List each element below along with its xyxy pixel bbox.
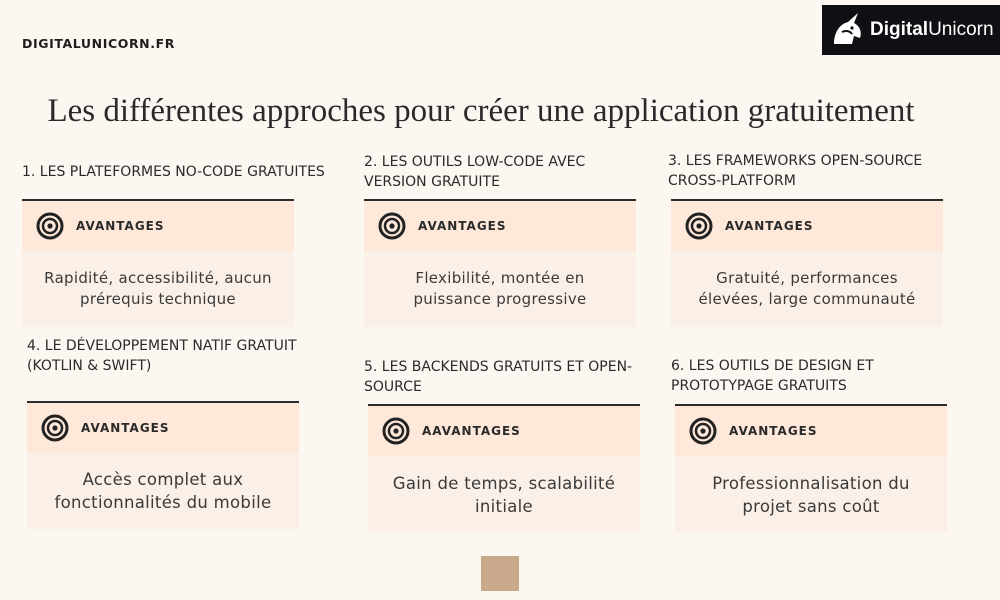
advantages-label: AVANTAGES xyxy=(76,219,165,233)
card-body xyxy=(671,251,943,327)
section-card-5 xyxy=(368,404,640,533)
section-heading-4: 4. LE DÉVELOPPEMENT NATIF GRATUIT (KOTLIN & SWIFT) xyxy=(27,338,297,374)
advantages-label: AVANTAGES xyxy=(729,424,818,438)
advantages-label: AVANTAGES xyxy=(418,219,507,233)
card-body xyxy=(368,456,640,533)
advantages-text: Rapidité, accessibilité, aucun prérequis technique xyxy=(44,269,272,308)
brand-logo-text: DigitalUnicorn xyxy=(870,19,994,40)
card-header xyxy=(368,406,640,456)
card-header xyxy=(364,201,636,251)
advantages-label: AVANTAGES xyxy=(81,421,170,435)
advantages-label: AVANTAGES xyxy=(725,219,814,233)
target-icon xyxy=(378,212,406,240)
card-header xyxy=(671,201,943,251)
section-card-3 xyxy=(671,199,943,327)
card-header xyxy=(675,406,947,456)
unicorn-icon xyxy=(828,10,868,50)
section-card-1 xyxy=(22,199,294,327)
target-icon xyxy=(36,212,64,240)
section-heading-5: 5. LES BACKENDS GRATUITS ET OPEN-SOURCE xyxy=(364,359,633,395)
target-icon xyxy=(382,417,410,445)
advantages-label: AAVANTAGES xyxy=(422,424,521,438)
section-heading-1: 1. LES PLATEFORMES NO-CODE GRATUITES xyxy=(22,164,325,180)
card-body xyxy=(22,251,294,327)
card-header xyxy=(27,403,299,453)
advantages-text: Gratuité, performances élevées, large communauté xyxy=(698,269,916,308)
site-label: DIGITALUNICORN.FR xyxy=(22,36,175,51)
card-body xyxy=(364,251,636,327)
card-header xyxy=(22,201,294,251)
advantages-text: Accès complet aux fonctionnalités du mobile xyxy=(54,470,272,512)
target-icon xyxy=(685,212,713,240)
card-body xyxy=(675,456,947,533)
section-card-4 xyxy=(27,401,299,529)
advantages-text: Flexibilité, montée en puissance progressive xyxy=(413,269,587,308)
brand-logo[interactable] xyxy=(822,5,1000,55)
section-card-6 xyxy=(675,404,947,533)
advantages-text: Gain de temps, scalabilité initiale xyxy=(392,473,616,516)
advantages-text: Professionnalisation du projet sans coût xyxy=(712,473,910,516)
section-heading-3: 3. LES FRAMEWORKS OPEN-SOURCE CROSS-PLATFORM xyxy=(668,153,923,189)
card-body xyxy=(27,453,299,529)
target-icon xyxy=(689,417,717,445)
target-icon xyxy=(41,414,69,442)
section-heading-6: 6. LES OUTILS DE DESIGN ET PROTOTYPAGE GRATUITS xyxy=(671,358,874,394)
footer-square xyxy=(481,556,519,591)
section-card-2 xyxy=(364,199,636,327)
section-heading-2: 2. LES OUTILS LOW-CODE AVEC VERSION GRATUITE xyxy=(364,154,586,190)
page-title: Les différentes approches pour créer une application gratuitement xyxy=(47,93,915,129)
